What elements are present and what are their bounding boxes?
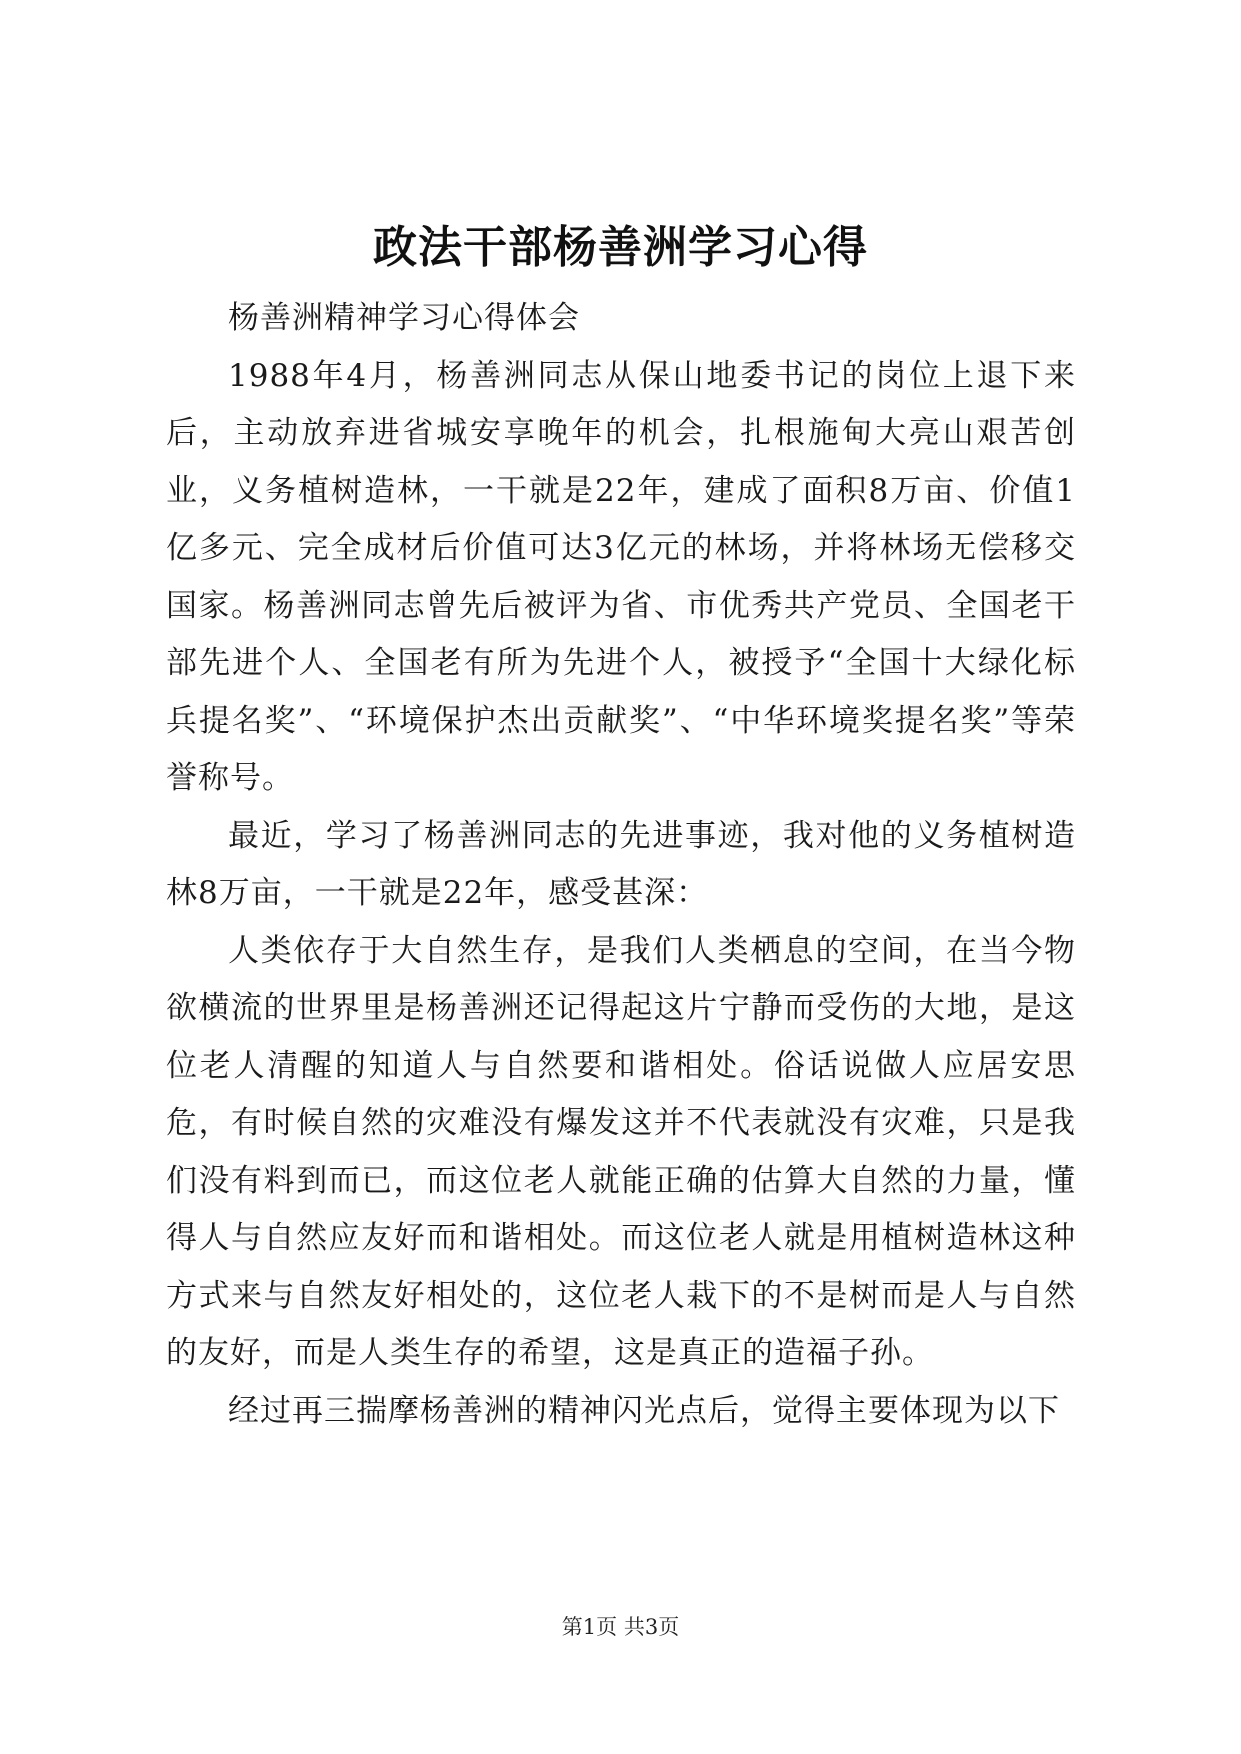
body-paragraph: 最近，学习了杨善洲同志的先进事迹，我对他的义务植树造林8万亩，一干就是22年，感受甚深： (166, 817, 1076, 911)
page-title: 政法干部杨善洲学习心得 (373, 222, 868, 273)
body-paragraph: 人类依存于大自然生存，是我们人类栖息的空间，在当今物欲横流的世界里是杨善洲还记得起这片宁静而受伤的大地，是这位老人清醒的知道人与自然要和谐相处。俗话说做人应居安思危，有时候自然的灾难没有爆发这并不代表就没有灾难，只是我们没有料到而已，而这位老人就能正确的估算大自然的力量，懂得人与自然应友好而和谐相处。而这位老人就是用植树造林这种方式来与自然友好相处的，这位老人栽下的不是树而是人与自然的友好，而是人类生存的希望，这是真正的造福子孙。 (166, 932, 1076, 1371)
subtitle-paragraph: 杨善洲精神学习心得体会 (228, 300, 580, 336)
document-body (166, 290, 1076, 1440)
body-paragraph: 经过再三揣摩杨善洲的精神闪光点后，觉得主要体现为以下 (228, 1392, 1060, 1429)
body-paragraph: 1988年4月，杨善洲同志从保山地委书记的岗位上退下来后，主动放弃进省城安享晚年的机会，扎根施甸大亮山艰苦创业，义务植树造林，一干就是22年，建成了面积8万亩、价值1亿多元、完全成材后价值可达3亿元的林场，并将林场无偿移交国家。杨善洲同志曾先后被评为省、市优秀共产党员、全国老干部先进个人、全国老有所为先进个人，被授予“全国十大绿化标兵提名奖”、“环境保护杰出贡献奖”、“中华环境奖提名奖”等荣誉称号。 (166, 357, 1076, 796)
page-number-footer: 第1页 共3页 (561, 1615, 680, 1639)
